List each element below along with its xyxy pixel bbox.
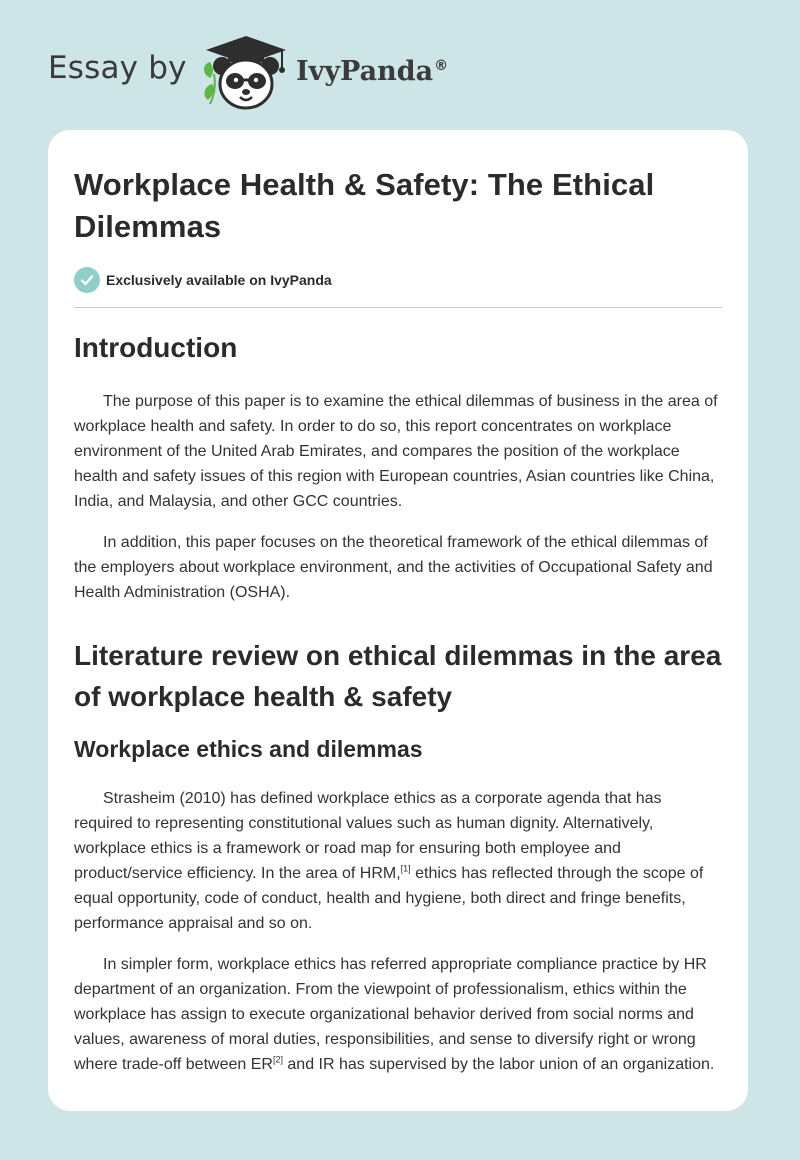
- registered-mark: ®: [434, 58, 449, 74]
- paragraph: Strasheim (2010) has defined workplace ethics as a corporate agenda that has required to representing constitutional values such as human dignity. Alternatively, workplace ethics is a framework or road map for ensuring both employee and product/service efficiency. In the area of HRM,[1] ethics has reflected through the scope of equal opportunity, code of conduct, health and hygiene, both direct and fringe benefits, performance appraisal and so on.: [74, 790, 704, 932]
- paragraph: The purpose of this paper is to examine the ethical dilemmas of business in the area of workplace health and safety. In order to do so, this report concentrates on workplace environment of the United Arab Emirates, and compares the position of the workplace health and safety issues of this region with European countries, Asian countries like China, India, and Malaysia, and other GCC countries.: [74, 393, 718, 510]
- section-heading-introduction: Introduction: [74, 332, 238, 363]
- exclusive-label: Exclusively available on IvyPanda: [106, 272, 332, 288]
- article-card: [48, 130, 748, 1111]
- check-icon: [74, 267, 100, 293]
- brand-prefix: Essay by: [48, 50, 187, 86]
- article-title: Workplace Health & Safety: The Ethical Dilemmas: [74, 167, 655, 244]
- divider: [74, 307, 722, 308]
- panda-mascot-icon[interactable]: [200, 34, 292, 112]
- subsection-heading-workplace-ethics: Workplace ethics and dilemmas: [74, 736, 423, 762]
- exclusive-badge: [74, 266, 722, 294]
- paragraph: In simpler form, workplace ethics has referred appropriate compliance practice by HR department of an organization. From the viewpoint of professionalism, ethics within the workplace has assign to execute organizational behavior derived from social norms and values, awareness of moral duties, responsibilities, and sense to diversify right or wrong where trade-off between ER[2] and IR has supervised by the labor union of an organization.: [74, 956, 715, 1073]
- footnote-link-2[interactable]: [2]: [272, 1054, 283, 1065]
- leaf-icon: [204, 62, 215, 104]
- footnote-link-1[interactable]: [1]: [400, 863, 411, 874]
- paragraph: In addition, this paper focuses on the theoretical framework of the ethical dilemmas of the employers about workplace environment, and the activities of Occupational Safety and Health Administration (OSHA).: [74, 534, 713, 601]
- brand-name[interactable]: IvyPanda®: [296, 56, 449, 87]
- site-header: [0, 0, 800, 130]
- section-heading-literature-review: Literature review on ethical dilemmas in the area of workplace health & safety: [74, 640, 722, 712]
